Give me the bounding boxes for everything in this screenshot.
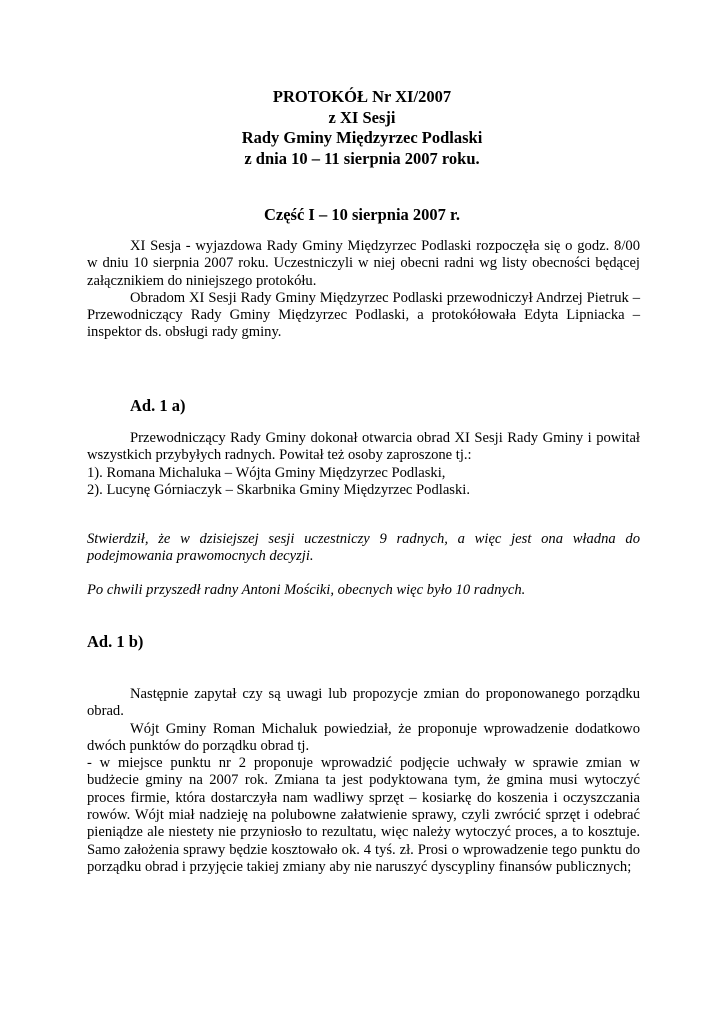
- late-arrival-paragraph: Po chwili przyszedł radny Antoni Mościki, obecnych więc było 10 radnych.: [87, 582, 526, 598]
- intro-paragraph-1: XI Sesja - wyjazdowa Rady Gminy Międzyrzec Podlaski rozpoczęła się o godz. 8/00 w dniu 10 sierpnia 2007 roku. Uczestniczyli w niej obecni radni wg listy obecności będącej załącznikiem do niniejszego protokółu.: [87, 238, 640, 289]
- title-line-1: PROTOKÓŁ Nr XI/2007: [272, 87, 452, 106]
- late-arrival-note: [87, 582, 640, 599]
- quorum-statement: [87, 531, 640, 566]
- intro-section: [87, 238, 640, 342]
- invited-item-2: 2). Lucynę Górniaczyk – Skarbnika Gminy Międzyrzec Podlaski.: [87, 481, 470, 498]
- title-line-4: z dnia 10 – 11 sierpnia 2007 roku.: [244, 148, 480, 168]
- ad1b-paragraph-1: Następnie zapytał czy są uwagi lub propozycje zmian do proponowanego porządku obrad.: [87, 686, 640, 720]
- quorum-paragraph: Stwierdził, że w dzisiejszej sesji uczestniczy 9 radnych, a więc jest ona władna do podejmowania prawomocnych decyzji.: [87, 531, 640, 565]
- ad1b-heading: Ad. 1 b): [87, 632, 144, 651]
- ad1b-paragraph-2: Wójt Gminy Roman Michaluk powiedział, że proponuje wprowadzenie dodatkowo dwóch punktów do porządku obrad tj.: [87, 720, 640, 754]
- title-line-2: z XI Sesji: [328, 107, 396, 127]
- ad1a-section: [87, 430, 640, 499]
- intro-paragraph-2: Obradom XI Sesji Rady Gminy Międzyrzec Podlaski przewodniczył Andrzej Pietruk – Przewodniczący Rady Gminy Międzyrzec Podlaski, a protokółowała Edyta Lipniacka – inspektor ds. obsługi rady gminy.: [87, 289, 640, 341]
- ad1b-section: [87, 686, 640, 876]
- ad1a-heading: Ad. 1 a): [130, 396, 186, 415]
- ad1b-paragraph-3: - w miejsce punktu nr 2 proponuje wprowadzić podjęcie uchwały w sprawie zmian w budżecie gminy na 2007 rok. Zmiana ta jest podyktowana tym, że gmina musi wytoczyć proces firmie, która dostarczyła nam wadliwy sprzęt – kosiarkę do koszenia i oczyszczania rowów. Wójt miał nadzieję na polubowne załatwienie sprawy, czyli zwrócić sprzęt i odebrać pieniądze ale niestety nie przyniosło to rezultatu, więc należy wytoczyć proces, a to kosztuje. Samo założenia sprawy będzie kosztowało ok. 4 tyś. zł. Prosi o wprowadzenie tego punktu do porządku obrad i przyjęcie takiej zmiany aby nie naruszyć dyscypliny finansów publicznych;: [87, 755, 640, 875]
- title-line-3: Rady Gminy Międzyrzec Podlaski: [241, 128, 483, 147]
- part-title: Część I – 10 sierpnia 2007 r.: [263, 205, 460, 224]
- document-title: [0, 87, 724, 169]
- invited-item-1: 1). Romana Michaluka – Wójta Gminy Międzyrzec Podlaski,: [87, 464, 446, 481]
- ad1a-paragraph-1: Przewodniczący Rady Gminy dokonał otwarcia obrad XI Sesji Rady Gminy i powitał wszystkich przybyłych radnych. Powitał też osoby zaproszone tj.:: [87, 430, 640, 464]
